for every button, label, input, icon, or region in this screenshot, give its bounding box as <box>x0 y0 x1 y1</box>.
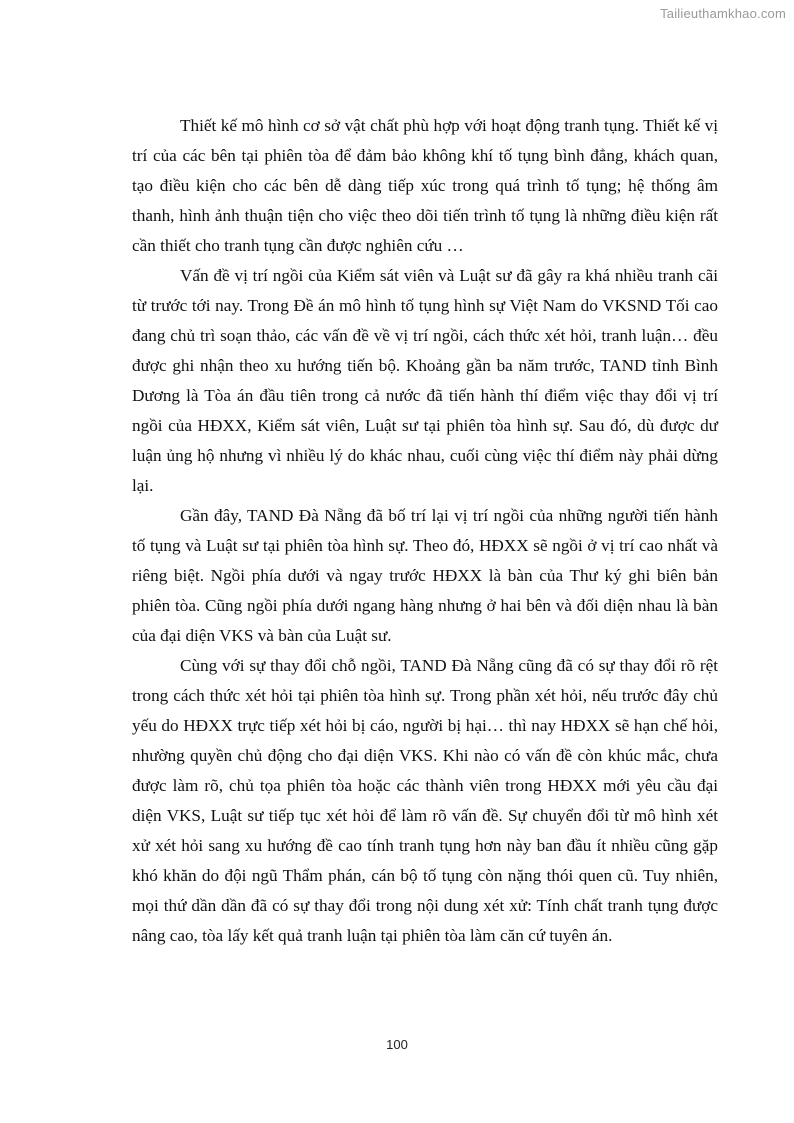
paragraph: Gần đây, TAND Đà Nẵng đã bố trí lại vị trí ngồi của những người tiến hành tố tụng và Luật sư tại phiên tòa hình sự. Theo đó, HĐXX sẽ ngồi ở vị trí cao nhất và riêng biệt. Ngồi phía dưới và ngay trước HĐXX là bàn của Thư ký ghi biên bản phiên tòa. Cũng ngồi phía dưới ngang hàng nhưng ở hai bên và đối diện nhau là bàn của đại diện VKS và bàn của Luật sư. <box>132 506 718 645</box>
watermark: Tailieuthamkhao.com <box>660 6 786 21</box>
document-body <box>132 111 718 951</box>
paragraph: Vấn đề vị trí ngồi của Kiểm sát viên và Luật sư đã gây ra khá nhiều tranh cãi từ trước tới nay. Trong Đề án mô hình tố tụng hình sự Việt Nam do VKSND Tối cao đang chủ trì soạn thảo, các vấn đề về vị trí ngồi, cách thức xét hỏi, tranh luận… đều được ghi nhận theo xu hướng tiến bộ. Khoảng gần ba năm trước, TAND tỉnh Bình Dương là Tòa án đầu tiên trong cả nước đã tiến hành thí điểm việc thay đổi vị trí ngồi của HĐXX, Kiểm sát viên, Luật sư tại phiên tòa hình sự. Sau đó, dù được dư luận ủng hộ nhưng vì nhiều lý do khác nhau, cuối cùng việc thí điểm này phải dừng lại. <box>132 266 718 495</box>
paragraph: Thiết kế mô hình cơ sở vật chất phù hợp với hoạt động tranh tụng. Thiết kế vị trí của các bên tại phiên tòa để đảm bảo không khí tố tụng bình đẳng, khách quan, tạo điều kiện cho các bên dễ dàng tiếp xúc trong quá trình tố tụng; hệ thống âm thanh, hình ảnh thuận tiện cho việc theo dõi tiến trình tố tụng là những điều kiện rất cần thiết cho tranh tụng cần được nghiên cứu … <box>132 116 718 255</box>
page-number: 100 <box>386 1037 408 1052</box>
paragraph: Cùng với sự thay đổi chỗ ngồi, TAND Đà Nẵng cũng đã có sự thay đổi rõ rệt trong cách thức xét hỏi tại phiên tòa hình sự. Trong phần xét hỏi, nếu trước đây chủ yếu do HĐXX trực tiếp xét hỏi bị cáo, người bị hại… thì nay HĐXX sẽ hạn chế hỏi, nhường quyền chủ động cho đại diện VKS. Khi nào có vấn đề còn khúc mắc, chưa được làm rõ, chủ tọa phiên tòa hoặc các thành viên trong HĐXX mới yêu cầu đại diện VKS, Luật sư tiếp tục xét hỏi để làm rõ vấn đề. Sự chuyển đổi từ mô hình xét xử xét hỏi sang xu hướng đề cao tính tranh tụng hơn này ban đầu ít nhiều cũng gặp khó khăn do đội ngũ Thẩm phán, cán bộ tố tụng còn nặng thói quen cũ. Tuy nhiên, mọi thứ dần dần đã có sự thay đổi trong nội dung xét xử: Tính chất tranh tụng được nâng cao, tòa lấy kết quả tranh luận tại phiên tòa làm căn cứ tuyên án. <box>132 656 718 945</box>
